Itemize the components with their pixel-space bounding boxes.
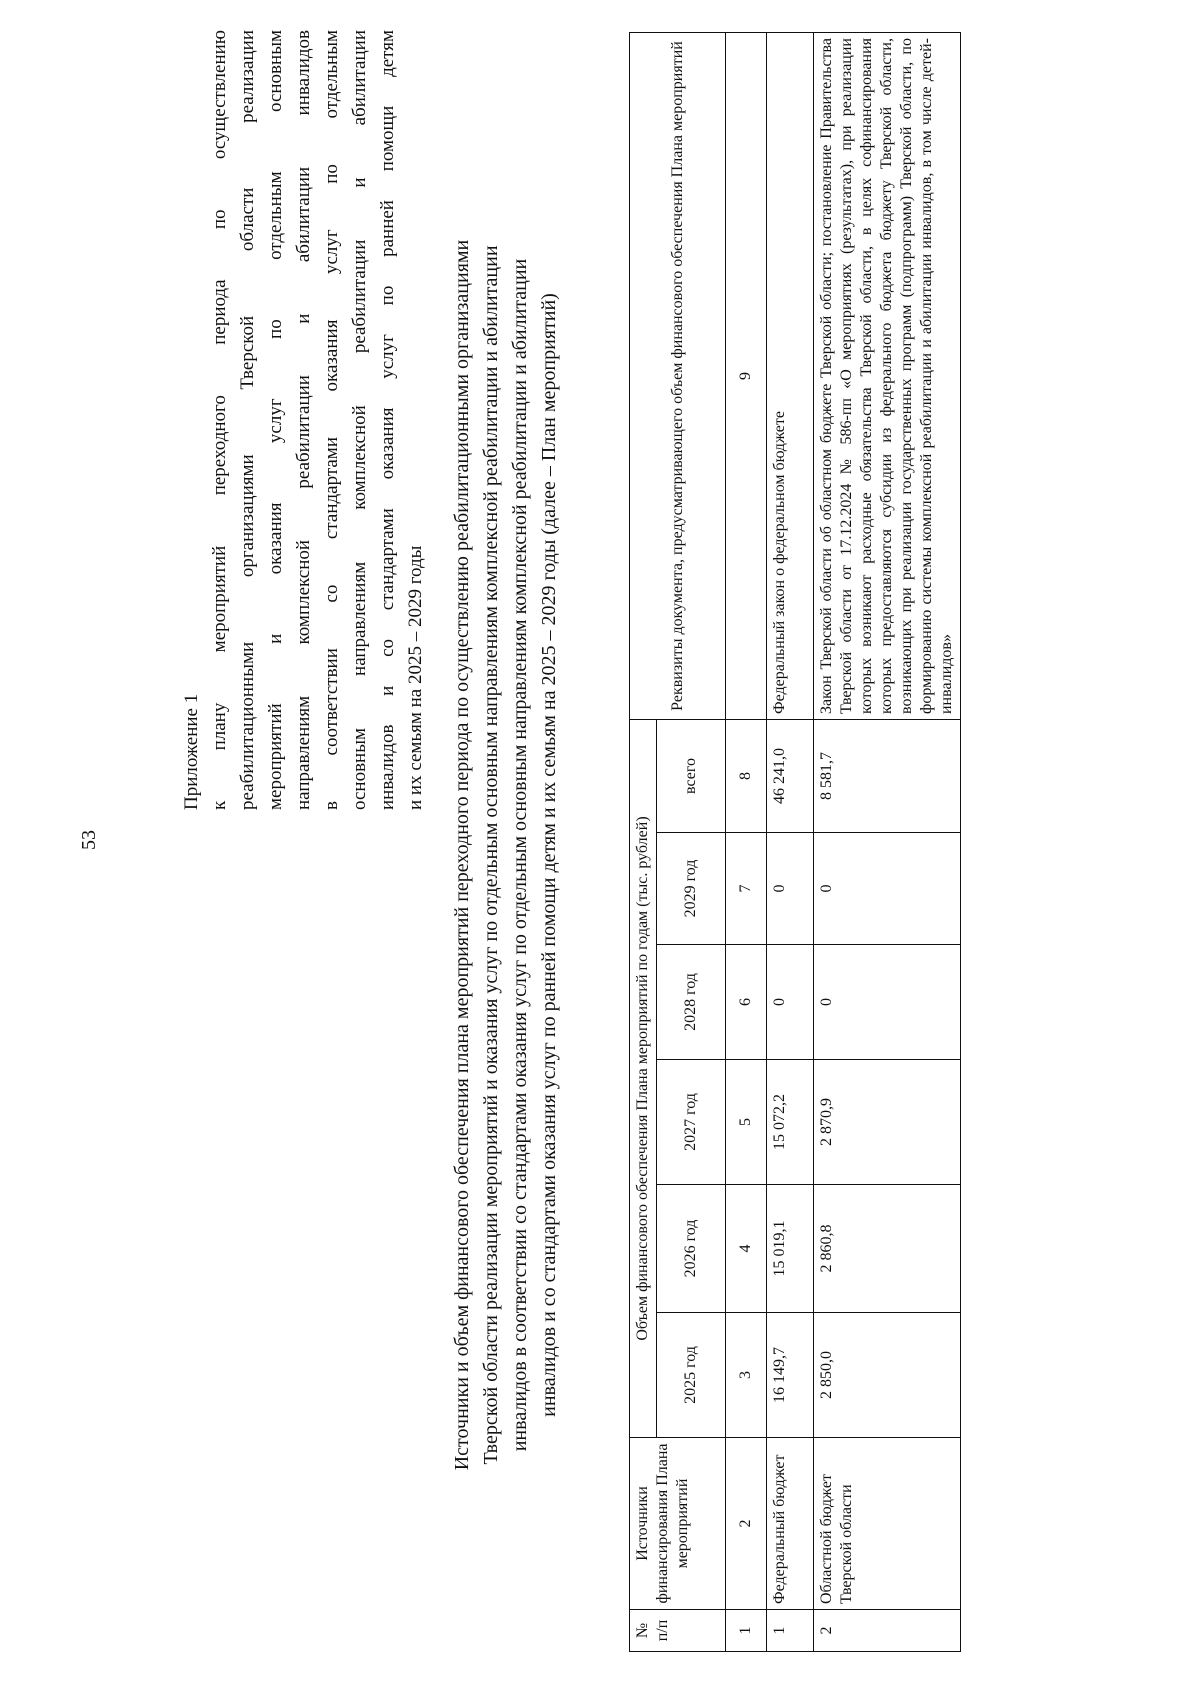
page-number: 53 <box>78 830 100 850</box>
row-value: 16 149,7 <box>767 1313 814 1438</box>
column-number: 2 <box>726 1438 767 1610</box>
row-value: 0 <box>767 833 814 945</box>
appendix-line: Приложение 1 <box>181 693 202 810</box>
header-row <box>630 33 657 1652</box>
appendix-line: мероприятий и оказания услуг по отдельным основным <box>265 30 286 810</box>
column-numbers-row <box>726 33 767 1652</box>
row-value: 2 850,0 <box>814 1313 961 1438</box>
appendix-line: направлениям комплексной реабилитации и абилитации инвалидов <box>293 30 314 810</box>
column-number: 5 <box>726 1060 767 1185</box>
header-year: 2027 год <box>657 1060 726 1185</box>
table-row <box>767 33 814 1652</box>
row-source: Областной бюджет Тверской области <box>814 1438 961 1610</box>
column-number: 7 <box>726 833 767 945</box>
appendix-line: реабилитационными организациями Тверской области реализации <box>237 30 258 810</box>
row-details: Федеральный закон о федеральном бюджете <box>767 33 814 720</box>
header-year: 2025 год <box>657 1313 726 1438</box>
column-number: 6 <box>726 945 767 1060</box>
title-line: инвалидов и со стандартами оказания услуг по ранней помощи детям и их семьям на 2025 – 2029 годы (далее – План мероприятий) <box>538 293 560 1417</box>
row-source: Федеральный бюджет <box>767 1438 814 1610</box>
header-volume: Объем финансового обеспечения Плана мероприятий по годам (тыс. рублей) <box>630 720 657 1438</box>
column-number: 8 <box>726 720 767 833</box>
row-total: 8 581,7 <box>814 720 961 833</box>
row-details: Закон Тверской области об областном бюджете Тверской области; постановление Правительства Тверской области от 17.12.2024 № 586-пп «О мероприятиях (результатах), при реализации которых возникают расходные обязательства Тверской области, в целях софинансирования которых предоставляются субсидии из федерального бюджета бюджету Тверской области, возникающих при реализации государственных программ (подпрограмм) Тверской области, по формированию системы комплексной реабилитации и абилитации инвалидов, в том числе детей-инвалидов» <box>814 33 961 720</box>
title-line: Тверской области реализации мероприятий и оказания услуг по отдельным основным направлениям комплексной реабилитации и абилитации <box>480 245 502 1465</box>
row-value: 15 019,1 <box>767 1185 814 1313</box>
row-value: 0 <box>767 945 814 1060</box>
row-num: 2 <box>814 1610 961 1652</box>
row-total: 46 241,0 <box>767 720 814 833</box>
column-number: 4 <box>726 1185 767 1313</box>
header-year: 2028 год <box>657 945 726 1060</box>
header-num: № п/п <box>630 1610 726 1652</box>
appendix-line: основным направлениям комплексной реабилитации и абилитации <box>349 30 370 810</box>
header-year: 2026 год <box>657 1185 726 1313</box>
header-source: Источники финансирования Плана мероприятий <box>630 1438 726 1610</box>
appendix-line: к плану мероприятий переходного периода по осуществлению <box>209 30 230 810</box>
financing-table <box>629 32 961 1652</box>
table-row <box>814 33 961 1652</box>
column-number: 9 <box>726 33 767 720</box>
row-num: 1 <box>767 1610 814 1652</box>
column-number: 3 <box>726 1313 767 1438</box>
appendix-line: в соответствии со стандартами оказания услуг по отдельным <box>321 30 342 810</box>
appendix-line: и их семьям на 2025 – 2029 годы <box>405 545 426 810</box>
row-value: 15 072,2 <box>767 1060 814 1185</box>
appendix-line: инвалидов и со стандартами оказания услуг по ранней помощи детям <box>377 30 398 810</box>
header-total: всего <box>657 720 726 833</box>
row-value: 2 860,8 <box>814 1185 961 1313</box>
title-line: инвалидов в соответствии со стандартами оказания услуг по отдельным основным направлениям комплексной реабилитации и абилитации <box>509 258 531 1452</box>
title-line: Источники и объем финансового обеспечения плана мероприятий переходного периода по осуществлению реабилитационными организациями <box>451 239 473 1471</box>
row-value: 0 <box>814 945 961 1060</box>
column-number: 1 <box>726 1610 767 1652</box>
row-value: 0 <box>814 833 961 945</box>
appendix-block <box>178 30 430 810</box>
header-year: 2029 год <box>657 833 726 945</box>
header-details: Реквизиты документа, предусматривающего объем финансового обеспечения Плана мероприятий <box>630 33 726 720</box>
document-title <box>448 10 564 1700</box>
row-value: 2 870,9 <box>814 1060 961 1185</box>
